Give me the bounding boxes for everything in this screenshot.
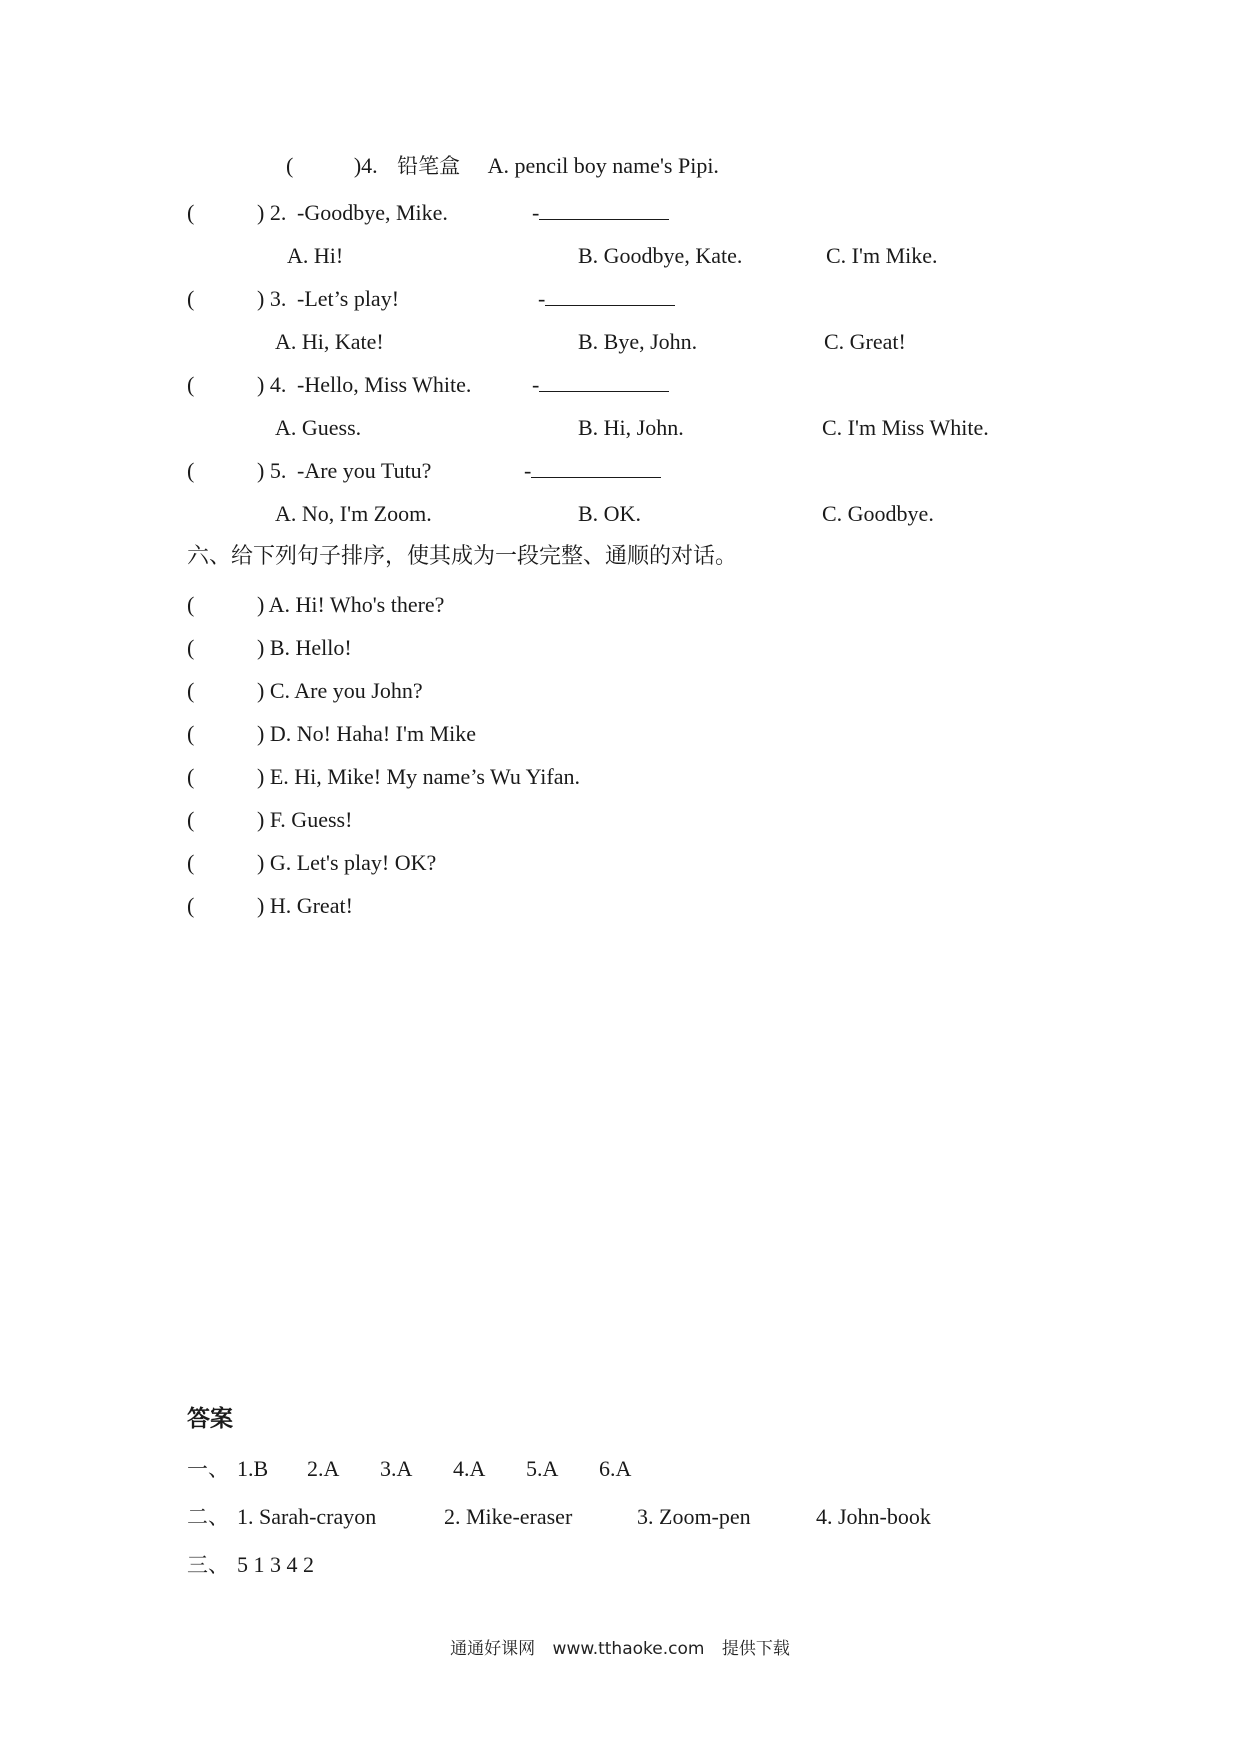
answer-item: 3.A — [380, 1456, 413, 1481]
ordering-item-text: ) F. Guess! — [257, 807, 353, 832]
option-a: A. Hi! — [287, 243, 344, 268]
question-4-options — [0, 415, 1240, 441]
question-3 — [187, 286, 1087, 312]
question-number: ) 3. — [257, 286, 287, 311]
paren-open: ( — [187, 764, 195, 789]
option-b: B. Goodbye, Kate. — [578, 243, 743, 268]
answer-item: 4.A — [453, 1456, 486, 1481]
answer-item: 4. John-book — [816, 1504, 931, 1529]
footer-site-name: 通通好课网 — [450, 1639, 536, 1659]
question-prompt: -Hello, Miss White. — [297, 372, 472, 397]
option-b: B. OK. — [578, 501, 641, 526]
option-c: C. I'm Mike. — [826, 243, 938, 268]
ordering-item — [187, 592, 1087, 618]
footer-url: www.tthaoke.com — [552, 1639, 705, 1659]
paren-open: ( — [187, 635, 195, 660]
fragment-chinese: 铅笔盒 — [397, 154, 461, 178]
fragment-line — [286, 153, 719, 179]
answers-row-label: 一、 — [187, 1457, 229, 1481]
ordering-item-text: ) E. Hi, Mike! My name’s Wu Yifan. — [257, 764, 580, 789]
answer-item: 5.A — [526, 1456, 559, 1481]
ordering-item-text: ) A. Hi! Who's there? — [257, 592, 445, 617]
answers-row-label: 二、 — [187, 1505, 229, 1529]
answers-row-1 — [0, 1456, 1240, 1482]
ordering-item — [187, 807, 1087, 833]
answers-row-3 — [0, 1552, 1240, 1578]
answers-title: 答案 — [187, 1406, 233, 1432]
answer-item: 3. Zoom-pen — [637, 1504, 751, 1529]
ordering-item-text: ) B. Hello! — [257, 635, 352, 660]
question-2 — [187, 200, 1087, 226]
paren-open: ( — [187, 807, 195, 832]
answer-blank: - — [532, 200, 669, 226]
paren-open: ( — [187, 850, 195, 875]
ordering-item — [187, 893, 1087, 919]
paren-open: ( — [187, 592, 195, 617]
fragment-number: )4. — [353, 153, 378, 178]
question-4 — [187, 372, 1087, 398]
question-prompt: -Goodbye, Mike. — [297, 200, 448, 225]
option-a: A. No, I'm Zoom. — [275, 501, 432, 526]
ordering-item — [187, 635, 1087, 661]
answer-item: 6.A — [599, 1456, 632, 1481]
answer-item: 1.B — [237, 1456, 269, 1481]
paren-open: ( — [187, 200, 195, 225]
ordering-item-text: ) H. Great! — [257, 893, 353, 918]
question-prompt: -Are you Tutu? — [297, 458, 432, 483]
option-b: B. Bye, John. — [578, 329, 698, 354]
question-2-options — [0, 243, 1240, 269]
paren-open: ( — [187, 721, 195, 746]
option-a: A. Hi, Kate! — [275, 329, 384, 354]
ordering-item — [187, 721, 1087, 747]
option-b: B. Hi, John. — [578, 415, 684, 440]
ordering-item-text: ) G. Let's play! OK? — [257, 850, 437, 875]
paren-open: ( — [187, 286, 195, 311]
question-number: ) 5. — [257, 458, 287, 483]
ordering-item — [187, 850, 1087, 876]
option-a: A. Guess. — [275, 415, 362, 440]
option-c: C. Goodbye. — [822, 501, 934, 526]
paren-open: ( — [187, 458, 195, 483]
question-5 — [187, 458, 1087, 484]
question-number: ) 2. — [257, 200, 287, 225]
answer-blank: - — [532, 372, 669, 398]
question-prompt: -Let’s play! — [297, 286, 400, 311]
ordering-item-text: ) C. Are you John? — [257, 678, 423, 703]
question-3-options — [0, 329, 1240, 355]
section-6-heading: 六、给下列句子排序，使其成为一段完整、通顺的对话。 — [187, 544, 738, 569]
answers-row-2 — [0, 1504, 1240, 1530]
footer-suffix: 提供下载 — [721, 1639, 790, 1659]
ordering-item — [187, 764, 1087, 790]
answer-item: 2. Mike-eraser — [444, 1504, 573, 1529]
option-c: C. I'm Miss White. — [822, 415, 989, 440]
ordering-item-text: ) D. No! Haha! I'm Mike — [257, 721, 477, 746]
answer-item: 5 1 3 4 2 — [237, 1552, 314, 1577]
answer-blank: - — [524, 458, 661, 484]
ordering-item — [187, 678, 1087, 704]
question-5-options — [0, 501, 1240, 527]
option-c: C. Great! — [824, 329, 906, 354]
paren-open: ( — [187, 678, 195, 703]
answer-item: 2.A — [307, 1456, 340, 1481]
question-number: ) 4. — [257, 372, 287, 397]
answer-item: 1. Sarah-crayon — [237, 1504, 377, 1529]
page-footer — [0, 1634, 1240, 1659]
answer-blank: - — [538, 286, 675, 312]
paren-open: ( — [187, 372, 195, 397]
paren-open: ( — [187, 893, 195, 918]
paren-open: ( — [286, 153, 294, 178]
fragment-text: A. pencil boy name's Pipi. — [487, 153, 719, 178]
answers-row-label: 三、 — [187, 1553, 229, 1577]
